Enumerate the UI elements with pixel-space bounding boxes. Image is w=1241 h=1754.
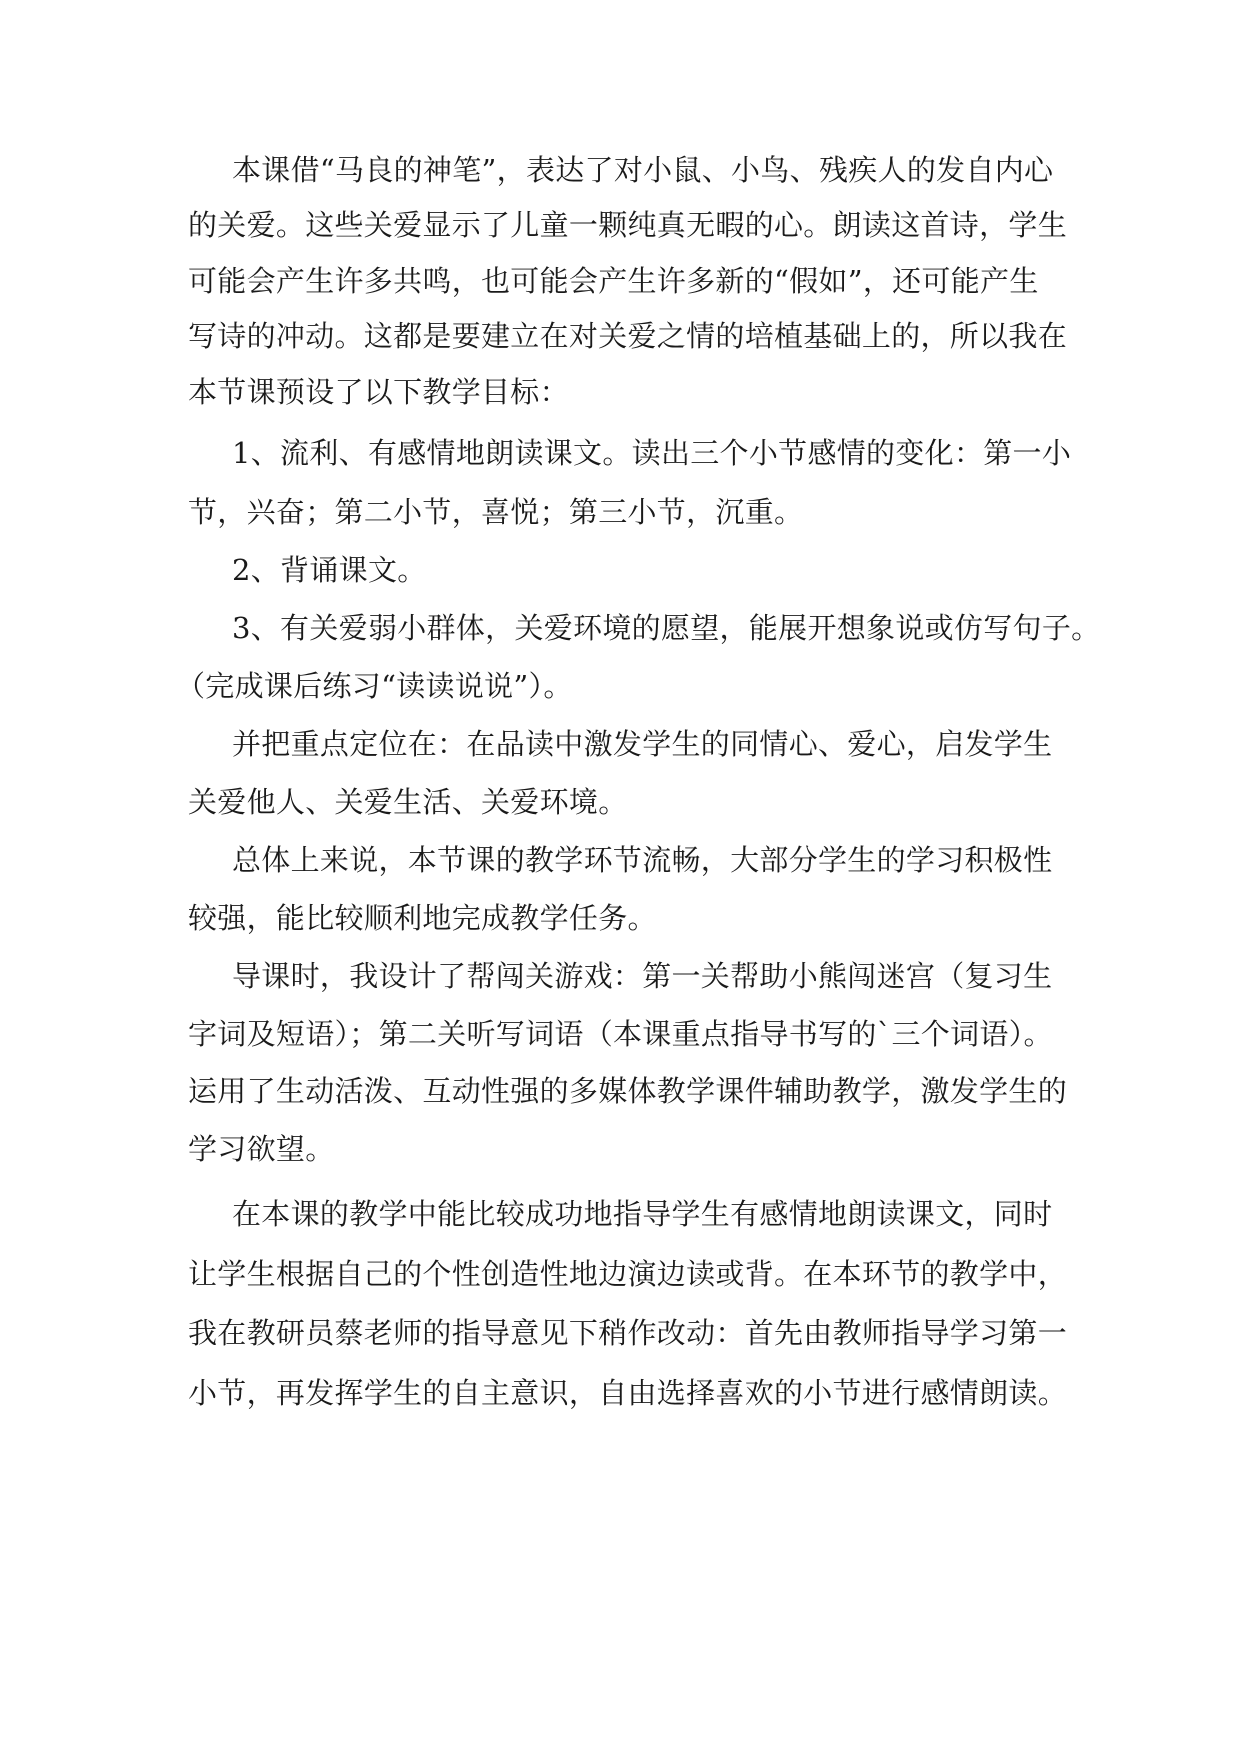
paragraph-line: 字词及短语）；第二关听写词语（本课重点指导书写的`三个词语）。 — [188, 1017, 1053, 1051]
paragraph-line: 并把重点定位在：在品读中激发学生的同情心、爱心，启发学生 — [232, 727, 1053, 761]
paragraph-line: 关爱他人、关爱生活、关爱环境。 — [188, 785, 628, 819]
paragraph-line: 可能会产生许多共鸣，也可能会产生许多新的“假如”，还可能产生 — [188, 264, 1039, 298]
paragraph-line: 总体上来说，本节课的教学环节流畅，大部分学生的学习积极性 — [232, 843, 1053, 877]
paragraph-line: 让学生根据自己的个性创造性地边演边读或背。在本环节的教学中， — [188, 1257, 1068, 1291]
paragraph-line: 小节，再发挥学生的自主意识，自由选择喜欢的小节进行感情朗读。 — [188, 1376, 1068, 1410]
paragraph-line: 在本课的教学中能比较成功地指导学生有感情地朗读课文，同时 — [232, 1197, 1053, 1231]
paragraph-line: 本节课预设了以下教学目标： — [188, 375, 569, 409]
paragraph-line: 导课时，我设计了帮闯关游戏：第一关帮助小熊闯迷宫（复习生 — [232, 959, 1053, 993]
paragraph-line: 本课借“马良的神笔”，表达了对小鼠、小鸟、残疾人的发自内心 — [232, 153, 1054, 187]
paragraph-line: 学习欲望。 — [188, 1132, 335, 1166]
paragraph-line: 我在教研员蔡老师的指导意见下稍作改动：首先由教师指导学习第一 — [188, 1316, 1068, 1350]
paragraph-line: 写诗的冲动。这都是要建立在对关爱之情的培植基础上的，所以我在 — [188, 319, 1068, 353]
paragraph-line: 运用了生动活泼、互动性强的多媒体教学课件辅助教学，激发学生的 — [188, 1074, 1068, 1108]
paragraph-line: 节，兴奋；第二小节，喜悦；第三小节，沉重。 — [188, 495, 804, 529]
paragraph-line: （完成课后练习“读读说说”）。 — [176, 669, 573, 703]
paragraph-line: 的关爱。这些关爱显示了儿童一颗纯真无暇的心。朗读这首诗，学生 — [188, 208, 1068, 242]
paragraph-line: 1、流利、有感情地朗读课文。读出三个小节感情的变化：第一小 — [232, 436, 1072, 470]
paragraph-line: 较强，能比较顺利地完成教学任务。 — [188, 901, 657, 935]
paragraph-line: 2、背诵课文。 — [232, 553, 427, 587]
paragraph-line: 3、有关爱弱小群体，关爱环境的愿望，能展开想象说或仿写句子。 — [232, 611, 1101, 645]
